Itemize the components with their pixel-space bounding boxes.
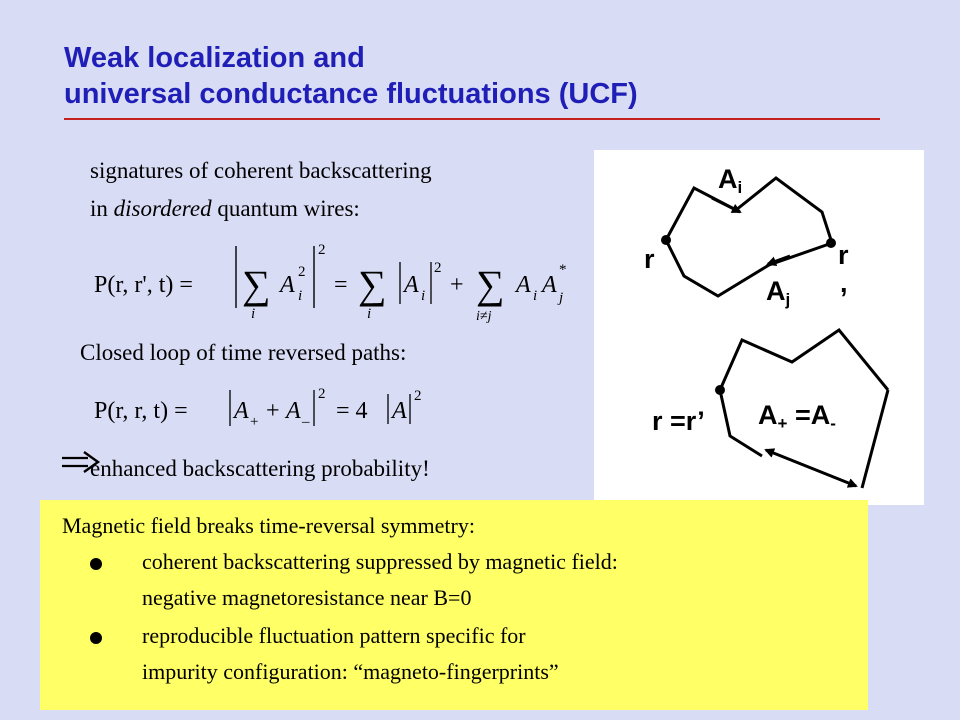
- magnetic-heading: Magnetic field breaks time-reversal symmetry:: [62, 513, 475, 538]
- magnetic-field-box: [40, 500, 868, 710]
- formula1-sum-index-2: i: [367, 306, 372, 322]
- formula1-A-3: A: [516, 272, 531, 298]
- formula1-sub-i-1: i: [298, 288, 303, 304]
- label-prime-mark: ,: [840, 268, 848, 298]
- label-Aj: $A_j$: [766, 276, 791, 309]
- bullet-2-icon: [90, 632, 102, 644]
- enhanced-text: enhanced backscattering probability!: [90, 456, 430, 481]
- formula1-sum-index-1: i: [251, 306, 256, 322]
- path-Ai: [666, 178, 832, 243]
- formula2-exp-2: 2: [414, 388, 422, 404]
- disordered-emphasis: disordered: [113, 196, 212, 221]
- closed-loop-text: Closed loop of time reversed paths:: [80, 340, 407, 365]
- intro-line-2: in disordered quantum wires:: [90, 196, 360, 221]
- sum-symbol-3: ∑: [476, 262, 505, 307]
- path-Aj: [666, 240, 832, 296]
- formula1-sub-j: j: [559, 290, 564, 306]
- formula1-sum-index-pair: i≠j: [476, 309, 492, 324]
- title-line-1: Weak localization and: [64, 42, 365, 74]
- label-r-equals-r-prime: r =r’: [652, 406, 705, 436]
- slide-title: [64, 40, 884, 112]
- point-r-icon: [661, 235, 671, 245]
- formula2-A-minus: A: [286, 398, 301, 424]
- point-r-equal-icon: [715, 385, 725, 395]
- closed-loop-path: [720, 330, 888, 390]
- formula1-exp-1: 2: [298, 264, 306, 280]
- formula1-sub-i-2: i: [421, 288, 426, 304]
- formula1-star: *: [559, 262, 567, 278]
- formula1-A-1: A: [280, 272, 295, 298]
- formula1-plus: +: [450, 272, 464, 298]
- formula-probability-sum: [88, 232, 588, 328]
- sum-symbol-2: ∑: [358, 262, 387, 307]
- point-r-prime-icon: [826, 238, 836, 248]
- path-diagram: [594, 150, 924, 505]
- formula2-A-abs: A: [392, 398, 407, 424]
- formula1-sub-i-3: i: [533, 288, 538, 304]
- formula1-A-2: A: [404, 272, 419, 298]
- formula2-lhs: P(r, r, t) =: [94, 398, 188, 424]
- formula2-A-plus: A: [234, 398, 249, 424]
- bullet-2-line-2: impurity configuration: “magneto-fingerprints”: [142, 659, 559, 684]
- closed-loop-path-lower: [720, 390, 762, 456]
- label-r-prime: r: [838, 240, 849, 270]
- closed-loop-right-edge: [862, 390, 888, 488]
- bullet-2-line-1: reproducible fluctuation pattern specific for: [142, 623, 526, 648]
- path-diagram-svg: [594, 150, 924, 505]
- label-Ai: $A_i$: [718, 164, 743, 197]
- title-underline: [64, 118, 880, 120]
- formula2-exp-1: 2: [318, 386, 326, 402]
- formula1-exp-outer: 2: [318, 242, 326, 258]
- formula1-exp-2: 2: [434, 260, 442, 276]
- title-line-2: universal conductance fluctuations (UCF): [64, 78, 638, 110]
- formula2-minus-sub: –: [302, 414, 310, 430]
- formula2-plus: +: [266, 398, 280, 424]
- double-arrow-icon: [766, 450, 856, 486]
- bullet-1-line-2: negative magnetoresistance near B=0: [142, 585, 472, 610]
- formula2-equals-4: = 4: [336, 398, 368, 424]
- sum-symbol-1: ∑: [242, 262, 271, 307]
- formula-closed-loop: [88, 380, 448, 436]
- bullet-1-line-1: coherent backscattering suppressed by magnetic field:: [142, 549, 618, 574]
- formula1-equals: =: [334, 272, 348, 298]
- intro-line-1: signatures of coherent backscattering: [90, 158, 432, 183]
- formula1-lhs: P(r, r', t) =: [94, 272, 193, 298]
- formula2-plus-sub: +: [250, 414, 259, 430]
- bullet-1-icon: [90, 558, 102, 570]
- label-r: r: [644, 244, 655, 274]
- formula1-A-4: A: [542, 272, 557, 298]
- label-A-plus-equals-A-minus: $A_+ =A_-$: [758, 400, 836, 433]
